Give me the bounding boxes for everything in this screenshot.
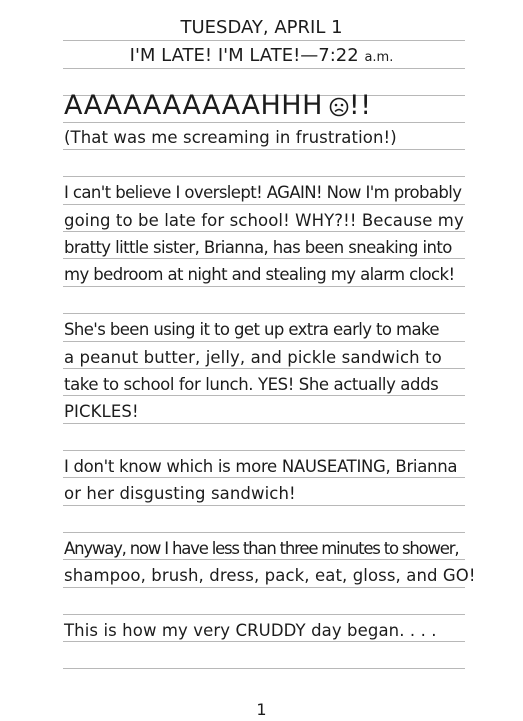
paragraph-3-line: or her disgusting sandwich! (64, 484, 296, 503)
ruled-line (63, 614, 465, 615)
ruled-line (63, 395, 465, 396)
paragraph-3-line: I don't know which is more NAUSEATING, Brianna (64, 457, 458, 476)
paragraph-5-line: This is how my very CRUDDY day began. . . . (64, 621, 437, 640)
ruled-line (63, 668, 465, 669)
ruled-line (63, 505, 465, 506)
ruled-line (63, 286, 465, 287)
paragraph-2-line: She's been using it to get up extra early to make (64, 320, 439, 339)
paragraph-1-line: bratty little sister, Brianna, has been sneaking into (64, 238, 452, 257)
ruled-line (63, 450, 465, 451)
paragraph-2-line: a peanut butter, jelly, and pickle sandwich to (64, 348, 442, 367)
paragraph-2-line: PICKLES! (64, 402, 139, 421)
paragraph-1-line: going to be late for school! WHY?!! Because my (64, 211, 464, 230)
time-suffix: a.m. (364, 50, 394, 65)
ruled-line (63, 341, 465, 342)
ruled-line (63, 532, 465, 533)
ruled-line (63, 231, 465, 232)
diary-date: TUESDAY, APRIL 1 (180, 17, 343, 38)
ruled-line (63, 122, 465, 123)
scream-text: AAAAAAAAAAHHH (64, 90, 323, 121)
sad-face-icon (329, 97, 349, 121)
scream-line (64, 90, 372, 121)
ruled-line (63, 258, 465, 259)
ruled-line (63, 176, 465, 177)
ruled-line (63, 559, 465, 560)
diary-time-line (0, 45, 523, 66)
scream-note: (That was me screaming in frustration!) (64, 128, 397, 147)
paragraph-2-line: take to school for lunch. YES! She actually adds (64, 375, 439, 394)
paragraph-1-line: I can't believe I overslept! AGAIN! Now I'm probably (64, 183, 462, 202)
paragraph-4-line: shampoo, brush, dress, pack, eat, gloss, and GO! (64, 566, 476, 585)
ruled-line (63, 587, 465, 588)
ruled-line (63, 641, 465, 642)
ruled-line (63, 204, 465, 205)
time-line-text: I'M LATE! I'M LATE!—7:22 (129, 45, 359, 66)
ruled-line (63, 149, 465, 150)
paragraph-4-line: Anyway, now I have less than three minutes to shower, (64, 539, 459, 558)
scream-suffix: !! (348, 90, 372, 121)
ruled-line (63, 368, 465, 369)
paragraph-1-line: my bedroom at night and stealing my alarm clock! (64, 265, 455, 284)
ruled-line (63, 313, 465, 314)
ruled-line (63, 68, 465, 69)
ruled-line (63, 40, 465, 41)
page-number: 1 (256, 700, 267, 719)
ruled-line (63, 477, 465, 478)
ruled-line (63, 423, 465, 424)
